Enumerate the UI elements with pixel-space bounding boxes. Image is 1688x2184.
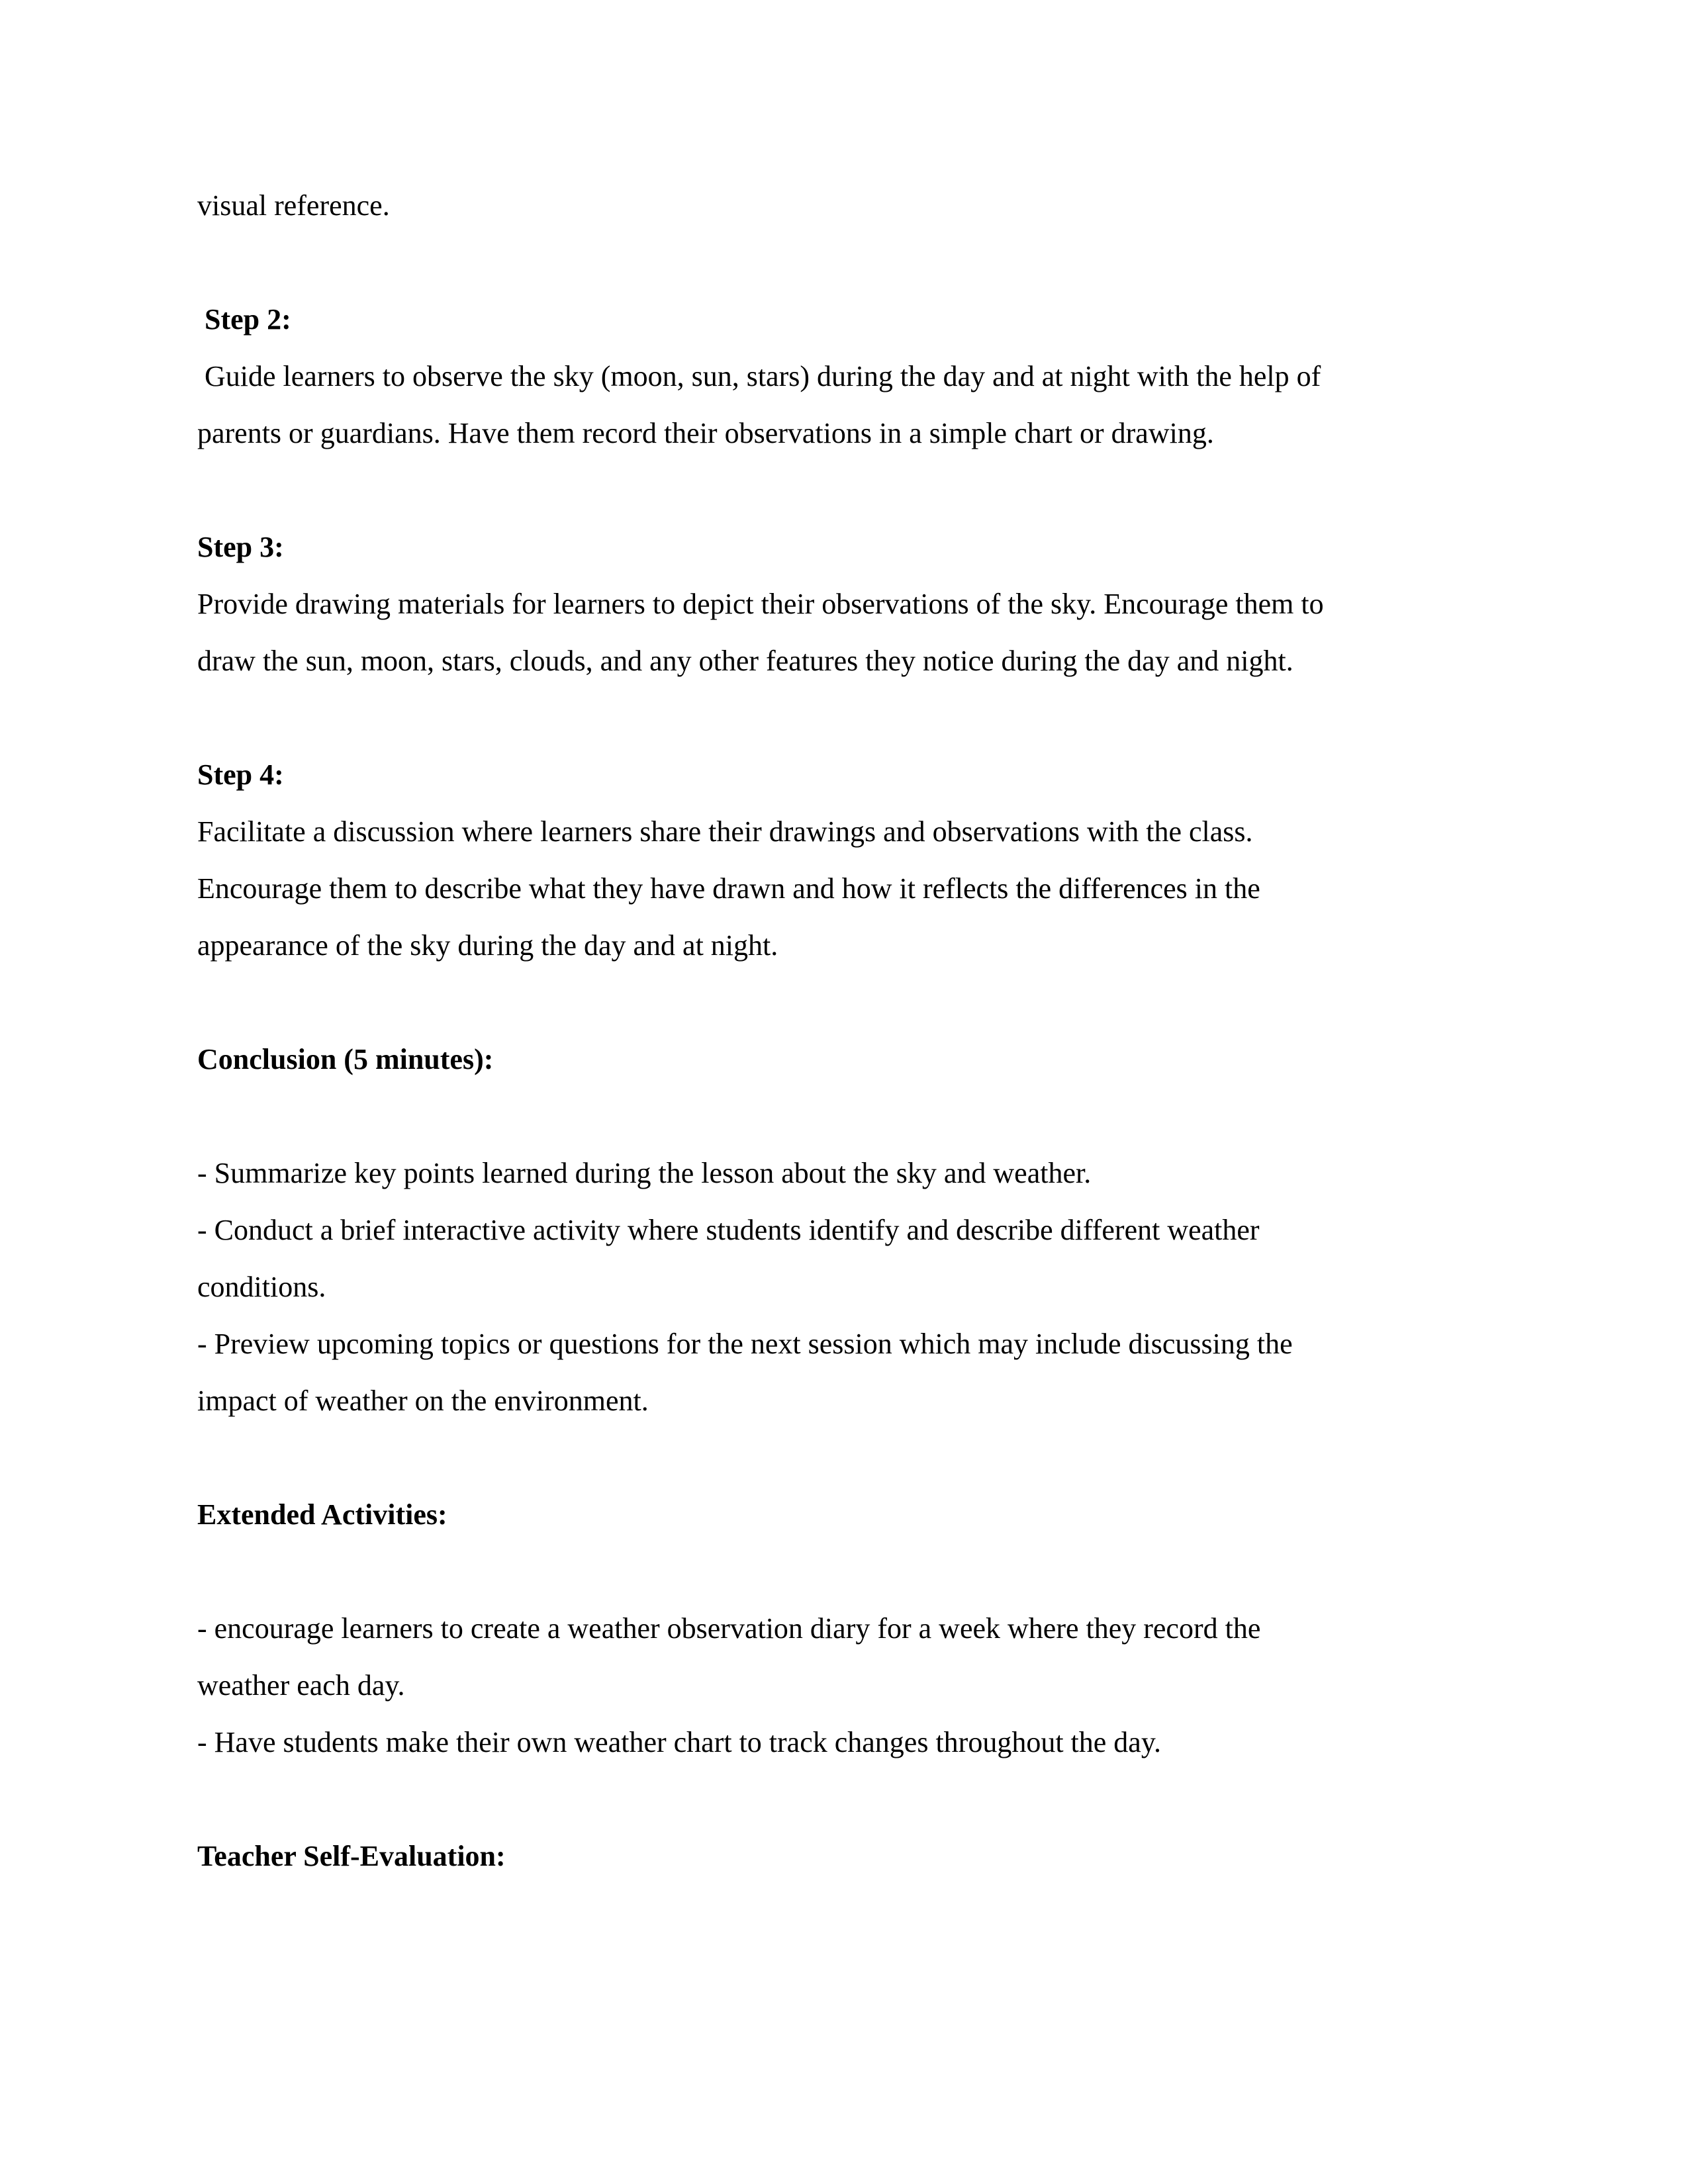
block-section (197, 291, 1508, 462)
text-line: - Have students make their own weather chart to track changes throughout the day. (197, 1726, 1161, 1758)
text-line: Provide drawing materials for learners to depict their observations of the sky. Encourage them to (197, 588, 1324, 620)
text-line: parents or guardians. Have them record their observations in a simple chart or drawing. (197, 417, 1214, 449)
block-paragraph (197, 177, 1508, 234)
section-heading: Extended Activities: (197, 1498, 447, 1531)
section-heading: Teacher Self-Evaluation: (197, 1840, 506, 1872)
text-line: Encourage them to describe what they have drawn and how it reflects the differences in the (197, 872, 1260, 905)
text-line: conditions. (197, 1271, 326, 1303)
text-line: - Summarize key points learned during the lesson about the sky and weather. (197, 1157, 1092, 1189)
block-section (197, 747, 1508, 974)
block-bullet-list (197, 1145, 1508, 1430)
text-line: impact of weather on the environment. (197, 1385, 649, 1417)
text-line: - Conduct a brief interactive activity where students identify and describe different weather (197, 1214, 1260, 1246)
section-heading: Step 3: (197, 531, 284, 563)
block-heading (197, 1486, 1508, 1543)
section-heading: Step 4: (197, 758, 284, 791)
document-content (197, 177, 1508, 1885)
text-line: visual reference. (197, 189, 390, 222)
section-heading: Conclusion (5 minutes): (197, 1043, 494, 1075)
block-heading (197, 1031, 1508, 1088)
section-heading: Step 2: (197, 303, 291, 336)
text-line: weather each day. (197, 1669, 405, 1702)
block-bullet-list (197, 1600, 1508, 1771)
text-line: - encourage learners to create a weather observation diary for a week where they record the (197, 1612, 1261, 1645)
text-line: appearance of the sky during the day and at night. (197, 929, 778, 962)
text-line: Facilitate a discussion where learners share their drawings and observations with the class. (197, 815, 1253, 848)
block-heading (197, 1828, 1508, 1885)
block-section (197, 519, 1508, 690)
text-line: draw the sun, moon, stars, clouds, and any other features they notice during the day and night. (197, 645, 1293, 677)
text-line: - Preview upcoming topics or questions for the next session which may include discussing the (197, 1328, 1293, 1360)
text-line: Guide learners to observe the sky (moon, sun, stars) during the day and at night with the help of (197, 360, 1321, 392)
